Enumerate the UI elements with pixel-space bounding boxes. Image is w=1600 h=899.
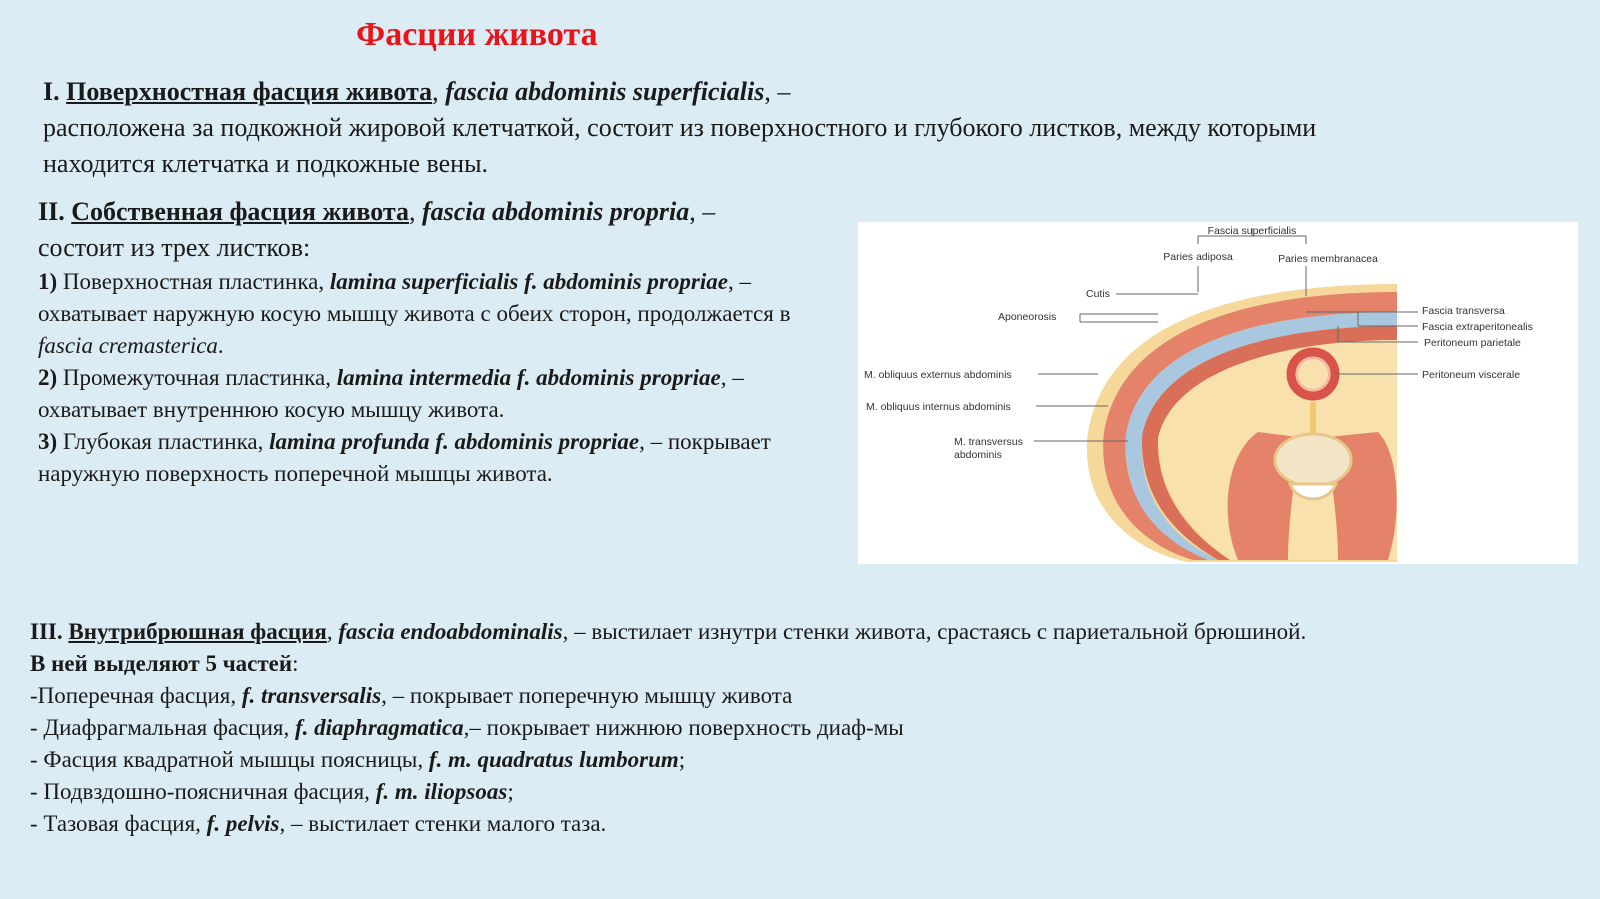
list-item-text: - Тазовая фасция, bbox=[30, 811, 207, 836]
section1-latin: fascia abdominis superficialis bbox=[445, 77, 765, 106]
list-item-latin: f. pelvis bbox=[206, 811, 280, 836]
section3-parts-bold: В ней выделяют 5 частей bbox=[30, 651, 293, 676]
list-item-post: , – выстилает стенки малого таза. bbox=[279, 811, 607, 836]
section2-latin: fascia abdominis propria bbox=[421, 197, 690, 226]
list-item-post: ,– покрывает нижнюю поверхность диаф-мы bbox=[463, 715, 904, 740]
layer-1-cremasterica: fascia cremasterica bbox=[38, 333, 218, 358]
section3-heading: III. Внутрибрюшная фасция, fascia endoabdominalis, – выстилает изнутри стенки живота, срастаясь с париетальной брюшиной. bbox=[30, 619, 1307, 644]
list-item bbox=[30, 680, 1570, 712]
label-obliquus-internus: M. obliquus internus abdominis bbox=[866, 401, 1011, 413]
section3-number: III. bbox=[30, 619, 63, 644]
layer-3-number: 3) bbox=[38, 429, 58, 454]
section1-dash: , – bbox=[764, 77, 791, 106]
layer-3-line1 bbox=[38, 426, 918, 458]
section1-line2: находится клетчатка и подкожные вены. bbox=[43, 149, 489, 178]
label-fascia-superficialis: Fascia superficialis bbox=[1207, 225, 1297, 238]
list-item bbox=[30, 712, 1570, 744]
vertebral-body bbox=[1275, 434, 1351, 486]
layer-1-line1 bbox=[38, 266, 918, 298]
layer-2-latin: lamina intermedia f. abdominis propriae bbox=[336, 365, 721, 390]
section1-name: Поверхностная фасция живота bbox=[66, 77, 433, 106]
list-item-latin: f. diaphragmatica bbox=[295, 715, 464, 740]
layer-3-text: Глубокая пластинка, bbox=[62, 429, 264, 454]
section1-heading: I. Поверхностная фасция живота, fascia abdominis superficialis, – bbox=[43, 77, 791, 106]
list-item-post: ; bbox=[678, 747, 686, 772]
label-paries-membranacea: Paries membranacea bbox=[1278, 253, 1378, 265]
abdominal-wall-cross-section-diagram bbox=[858, 222, 1578, 564]
section3-latin: fascia endoabdominalis bbox=[338, 619, 563, 644]
label-fascia-transversa: Fascia transversa bbox=[1422, 305, 1505, 317]
section1-number: I. bbox=[43, 77, 60, 106]
layer-3-after: , – покрывает bbox=[639, 429, 771, 454]
list-item-text: - Подвздошно-поясничная фасция, bbox=[30, 779, 376, 804]
list-item bbox=[30, 744, 1570, 776]
layer-2-text: Промежуточная пластинка, bbox=[62, 365, 331, 390]
section2-number: II. bbox=[38, 197, 65, 226]
section2-intro: состоит из трех листков: bbox=[38, 233, 311, 262]
section1-line1: расположена за подкожной жировой клетчаткой, состоит из поверхностного и глубокого листков, между которыми bbox=[43, 113, 1317, 142]
section-proper-fascia bbox=[38, 194, 918, 490]
page-title: Фасции живота bbox=[356, 16, 598, 53]
label-peritoneum-viscerale: Peritoneum viscerale bbox=[1422, 369, 1521, 381]
layer-1-end: . bbox=[217, 333, 224, 358]
layer-2-line1 bbox=[38, 362, 918, 394]
section2-dash: , – bbox=[689, 197, 716, 226]
list-item-text: -Поперечная фасция, bbox=[30, 683, 242, 708]
section3-after: , – выстилает изнутри стенки живота, срастаясь с париетальной брюшиной. bbox=[562, 619, 1307, 644]
list-item-latin: f. m. iliopsoas bbox=[375, 779, 508, 804]
section3-name: Внутрибрюшная фасция bbox=[68, 619, 327, 644]
label-aponeurosis: Aponeorosis bbox=[998, 311, 1057, 323]
label-peritoneum-parietale: Peritoneum parietale bbox=[1424, 337, 1521, 349]
list-item-latin: f. transversalis bbox=[241, 683, 382, 708]
section2-heading: II. Собственная фасция живота, fascia abdominis propria, – bbox=[38, 197, 716, 226]
list-item-latin: f. m. quadratus lumborum bbox=[428, 747, 679, 772]
section2-name: Собственная фасция живота bbox=[71, 197, 409, 226]
layer-1-line3 bbox=[38, 330, 918, 362]
layer-3-line2: наружную поверхность поперечной мышцы живота. bbox=[38, 461, 553, 486]
layer-3-latin: lamina profunda f. abdominis propriae bbox=[269, 429, 640, 454]
layer-1-after: , – bbox=[727, 269, 751, 294]
layer-1-text: Поверхностная пластинка, bbox=[62, 269, 325, 294]
diagram-svg bbox=[858, 222, 1578, 564]
section3-parts-heading bbox=[30, 648, 1570, 680]
list-item bbox=[30, 776, 1570, 808]
label-paries-adiposa: Paries adiposa bbox=[1163, 251, 1233, 263]
label-transversus-line2: abdominis bbox=[954, 449, 1002, 461]
list-item bbox=[30, 808, 1570, 840]
list-item-text: - Диафрагмальная фасция, bbox=[30, 715, 295, 740]
label-transversus-line1: M. transversus bbox=[954, 436, 1023, 448]
label-obliquus-externus: M. obliquus externus abdominis bbox=[864, 369, 1012, 381]
label-cutis: Cutis bbox=[1086, 288, 1110, 300]
layer-2-line2: охватывает внутреннюю косую мышцу живота. bbox=[38, 397, 505, 422]
layer-1-line2: охватывает наружную косую мышцу живота с обеих сторон, продолжается в bbox=[38, 301, 791, 326]
list-item-post: ; bbox=[507, 779, 514, 804]
layer-2-number: 2) bbox=[38, 365, 58, 390]
layer-1-number: 1) bbox=[38, 269, 58, 294]
section-superficial-fascia bbox=[43, 74, 1573, 182]
section3-parts-colon: : bbox=[292, 651, 299, 676]
list-item-post: , – покрывает поперечную мышцу живота bbox=[381, 683, 793, 708]
section-endoabdominal-fascia bbox=[30, 616, 1570, 840]
label-fascia-extraperitonealis: Fascia extraperitonealis bbox=[1422, 321, 1533, 333]
list-item-text: - Фасция квадратной мышцы поясницы, bbox=[30, 747, 429, 772]
layer-2-after: , – bbox=[720, 365, 744, 390]
layer-1-latin: lamina superficialis f. abdominis propriae bbox=[329, 269, 728, 294]
